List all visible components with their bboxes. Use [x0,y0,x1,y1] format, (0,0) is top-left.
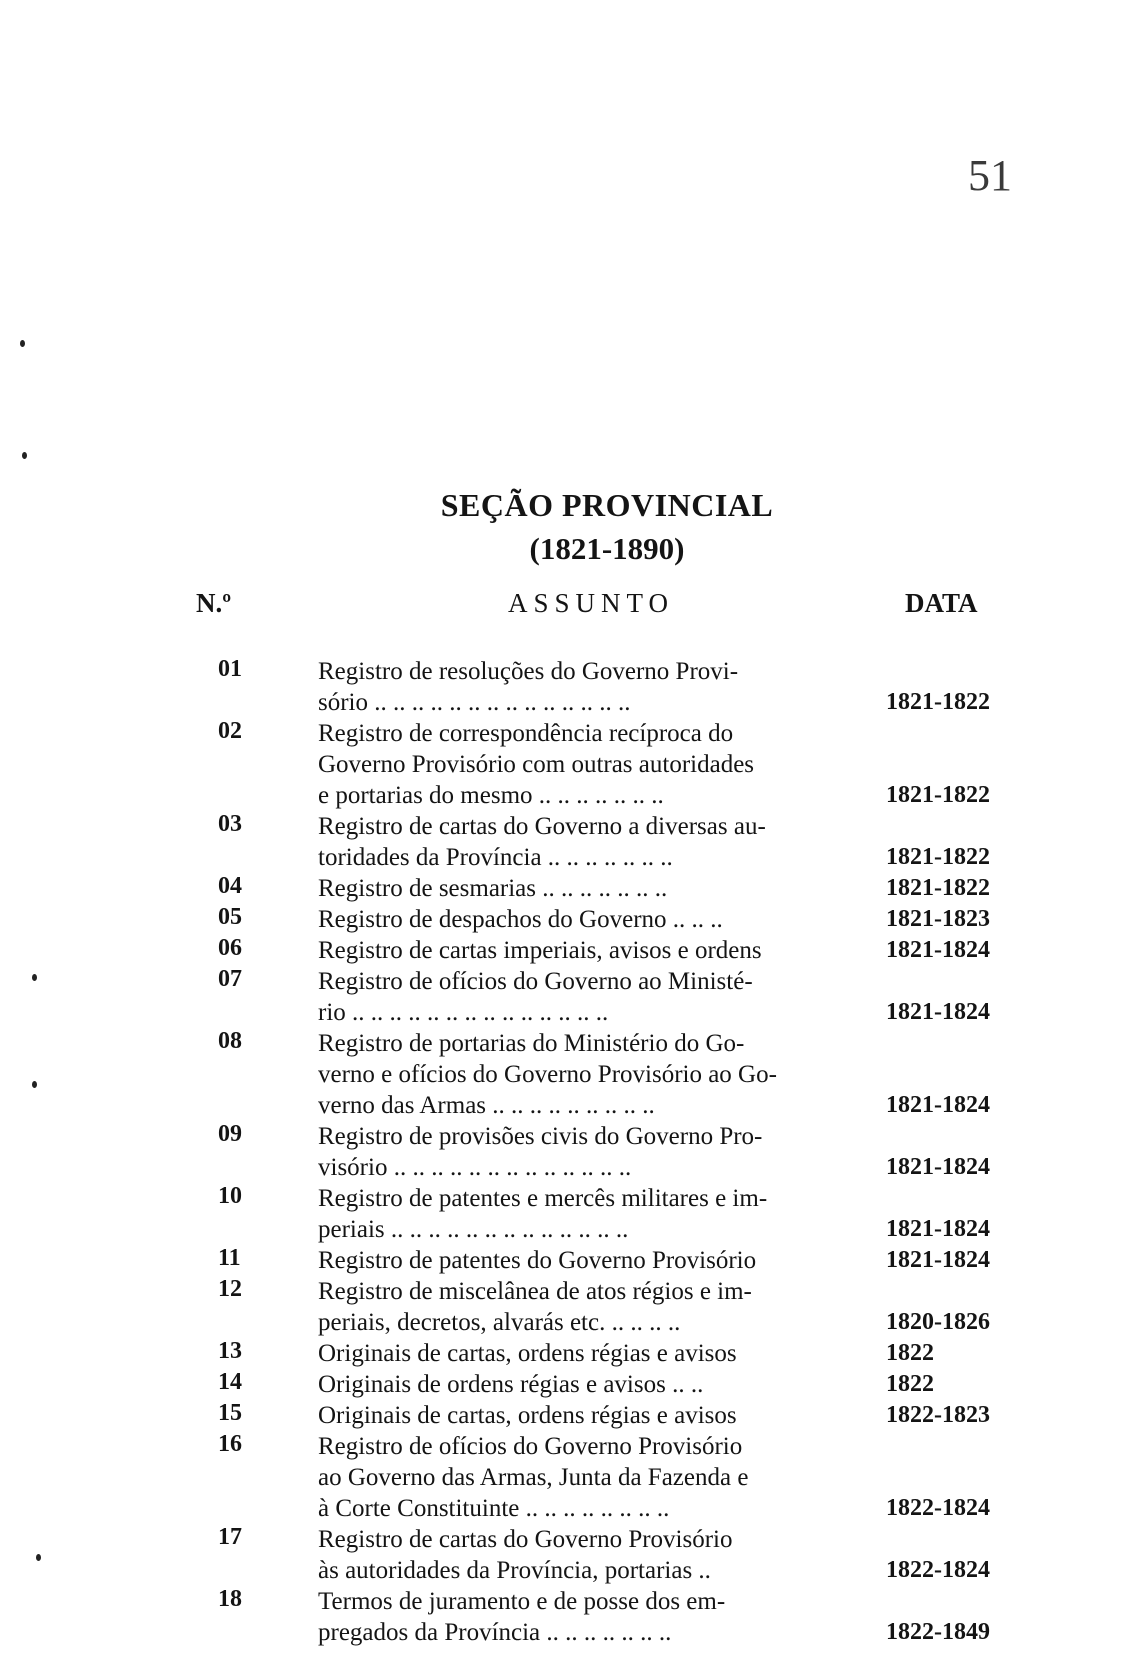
entry-number: 12 [218,1276,242,1302]
entry-subject [318,935,838,966]
list-item [0,1400,1130,1431]
entry-subject [318,904,838,935]
entry-date: 1822-1824 [886,1557,990,1583]
entry-number: 18 [218,1586,242,1612]
entry-number: 08 [218,1028,242,1054]
entry-number: 17 [218,1524,242,1550]
entry-subject [318,718,838,811]
entry-subject-line: verno das Armas .. .. .. .. .. .. .. .. .. [318,1092,655,1119]
entry-subject-line: Registro de sesmarias .. .. .. .. .. .. .. [318,875,668,902]
entry-number: 11 [218,1245,241,1271]
entry-subject-line: Registro de provisões civis do Governo Pro- [318,1123,763,1150]
list-item [0,873,1130,904]
entry-subject-line: Termos de juramento e de posse dos em- [318,1588,726,1615]
entry-number: 16 [218,1431,242,1457]
list-item [0,1524,1130,1586]
entry-subject [318,966,838,1028]
entry-date: 1821-1824 [886,937,990,963]
column-header-date: DATA [905,588,978,618]
entry-number: 07 [218,966,242,992]
entry-subject [318,1400,838,1431]
entry-subject [318,1121,838,1183]
entry-subject-line: pregados da Província .. .. .. .. .. .. .. [318,1619,672,1646]
entry-number: 14 [218,1369,242,1395]
entry-subject-line: à Corte Constituinte .. .. .. .. .. .. .. .. [318,1495,670,1522]
entry-date: 1822 [886,1340,934,1366]
entry-date: 1820-1826 [886,1309,990,1335]
entry-subject-line: Registro de despachos do Governo .. .. .. [318,906,723,933]
list-item [0,1369,1130,1400]
entry-date: 1822-1824 [886,1495,990,1521]
entry-subject-line: visório .. .. .. .. .. .. .. .. .. .. .. .. .. [318,1154,632,1181]
list-item [0,904,1130,935]
list-item [0,935,1130,966]
entry-date: 1822-1849 [886,1619,990,1645]
entry-date: 1821-1824 [886,1247,990,1273]
entry-subject-line: Registro de patentes do Governo Provisório [318,1247,757,1274]
page-number: 51 [968,151,1012,200]
list-item [0,811,1130,873]
entry-number: 06 [218,935,242,961]
entry-date: 1821-1824 [886,1154,990,1180]
entry-subject [318,1276,838,1338]
entry-subject-line: Registro de patentes e mercês militares e im- [318,1185,768,1212]
section-subtitle: (1821-1890) [529,531,685,566]
entry-subject [318,1369,838,1400]
entry-number: 04 [218,873,242,899]
entry-subject [318,1028,838,1121]
entry-subject-line: Originais de cartas, ordens régias e avisos [318,1402,737,1429]
entry-date: 1821-1822 [886,844,990,870]
list-item [0,656,1130,718]
entry-date: 1821-1823 [886,906,990,932]
entry-subject-line: sório .. .. .. .. .. .. .. .. .. .. .. .. .. .. [318,689,631,716]
entry-subject-line: Originais de cartas, ordens régias e avisos [318,1340,737,1367]
list-item [0,1121,1130,1183]
entry-subject-line: Registro de correspondência recíproca do [318,720,734,747]
entry-subject-line: Originais de ordens régias e avisos .. .. [318,1371,704,1398]
entry-subject-line: Registro de ofícios do Governo ao Ministé- [318,968,753,995]
list-item [0,718,1130,811]
entry-subject-line: e portarias do mesmo .. .. .. .. .. .. .. [318,782,664,809]
entry-date: 1822 [886,1371,934,1397]
list-item [0,1028,1130,1121]
list-item [0,1586,1130,1648]
entry-subject-line: Registro de cartas imperiais, avisos e ordens [318,937,762,964]
entry-subject-line: às autoridades da Província, portarias .. [318,1557,711,1584]
entry-subject [318,1245,838,1276]
entry-date: 1821-1822 [886,782,990,808]
entry-number: 05 [218,904,242,930]
entry-subject [318,1524,838,1586]
list-item [0,966,1130,1028]
entry-subject [318,1431,838,1524]
entry-date: 1821-1822 [886,875,990,901]
entry-number: 09 [218,1121,242,1147]
entry-subject-line: periais, decretos, alvarás etc. .. .. .. .. [318,1309,681,1336]
section-title: SEÇÃO PROVINCIAL [440,487,774,523]
entry-subject [318,811,838,873]
entry-subject-line: Registro de miscelânea de atos régios e im- [318,1278,752,1305]
entry-list [0,656,1130,1648]
entry-number: 10 [218,1183,242,1209]
entry-date: 1821-1824 [886,1092,990,1118]
entry-date: 1821-1822 [886,689,990,715]
entry-number: 03 [218,811,242,837]
list-item [0,1338,1130,1369]
column-header-number: N.º [196,588,232,618]
list-item [0,1245,1130,1276]
entry-subject-line: periais .. .. .. .. .. .. .. .. .. .. .. .. .. [318,1216,629,1243]
entry-number: 13 [218,1338,242,1364]
entry-subject-line: Registro de resoluções do Governo Provi- [318,658,739,685]
entry-number: 02 [218,718,242,744]
margin-mark [22,452,27,459]
list-item [0,1183,1130,1245]
margin-mark [20,340,25,347]
entry-subject-line: rio .. .. .. .. .. .. .. .. .. .. .. .. .. .. [318,999,609,1026]
entry-subject-line: Registro de cartas do Governo a diversas au- [318,813,766,840]
entry-subject [318,1586,838,1648]
entry-date: 1821-1824 [886,1216,990,1242]
entry-subject-line: Registro de cartas do Governo Provisório [318,1526,733,1553]
entry-subject [318,873,838,904]
entry-subject [318,1183,838,1245]
entry-date: 1821-1824 [886,999,990,1025]
entry-number: 01 [218,656,242,682]
entry-subject [318,1338,838,1369]
entry-subject-line: verno e ofícios do Governo Provisório ao Go- [318,1061,777,1088]
entry-subject [318,656,838,718]
entry-number: 15 [218,1400,242,1426]
list-item [0,1431,1130,1524]
entry-subject-line: ao Governo das Armas, Junta da Fazenda e [318,1464,749,1491]
column-header-subject: ASSUNTO [508,588,675,618]
entry-subject-line: toridades da Província .. .. .. .. .. .. .. [318,844,673,871]
entry-subject-line: Registro de ofícios do Governo Provisório [318,1433,743,1460]
entry-subject-line: Governo Provisório com outras autoridades [318,751,755,778]
entry-date: 1822-1823 [886,1402,990,1428]
entry-subject-line: Registro de portarias do Ministério do Go- [318,1030,745,1057]
list-item [0,1276,1130,1338]
